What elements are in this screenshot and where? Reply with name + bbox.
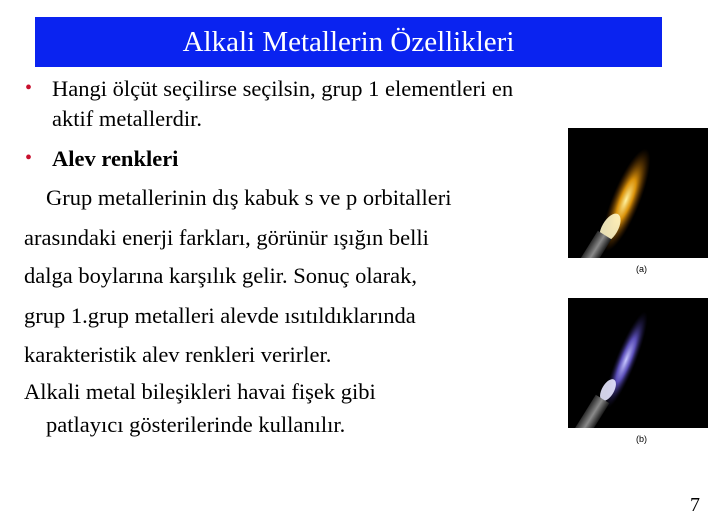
flame-photo-violet [568,298,708,428]
bullet-1-line-2: aktif metallerdir. [52,106,202,131]
body-line: arasındaki enerji farkları, görünür ışığın belli [24,225,429,250]
body-line: Alkali metal bileşikleri havai fişek gibi [24,379,376,404]
bullet-2: Alev renkleri [52,146,179,171]
body-line: Grup metallerinin dış kabuk s ve p orbitalleri [46,185,452,210]
bullet-1-line-1: Hangi ölçüt seçilirse seçilsin, grup 1 elementleri en [52,76,514,101]
page-number: 7 [690,494,700,516]
caption-b: (b) [636,434,647,444]
body-line: dalga boylarına karşılık gelir. Sonuç olarak, [24,263,418,288]
caption-a: (a) [636,264,647,274]
title-bar [35,17,662,67]
body-line: karakteristik alev renkleri verirler. [24,342,332,367]
flame-photo-yellow [568,128,708,258]
slide-title: Alkali Metallerin Özellikleri [182,25,515,58]
bullet-marker-2: • [25,147,33,169]
bullet-marker-1: • [25,77,33,99]
body-line: patlayıcı gösterilerinde kullanılır. [46,412,346,437]
body-line: grup 1.grup metalleri alevde ısıtıldıklarında [24,303,416,328]
